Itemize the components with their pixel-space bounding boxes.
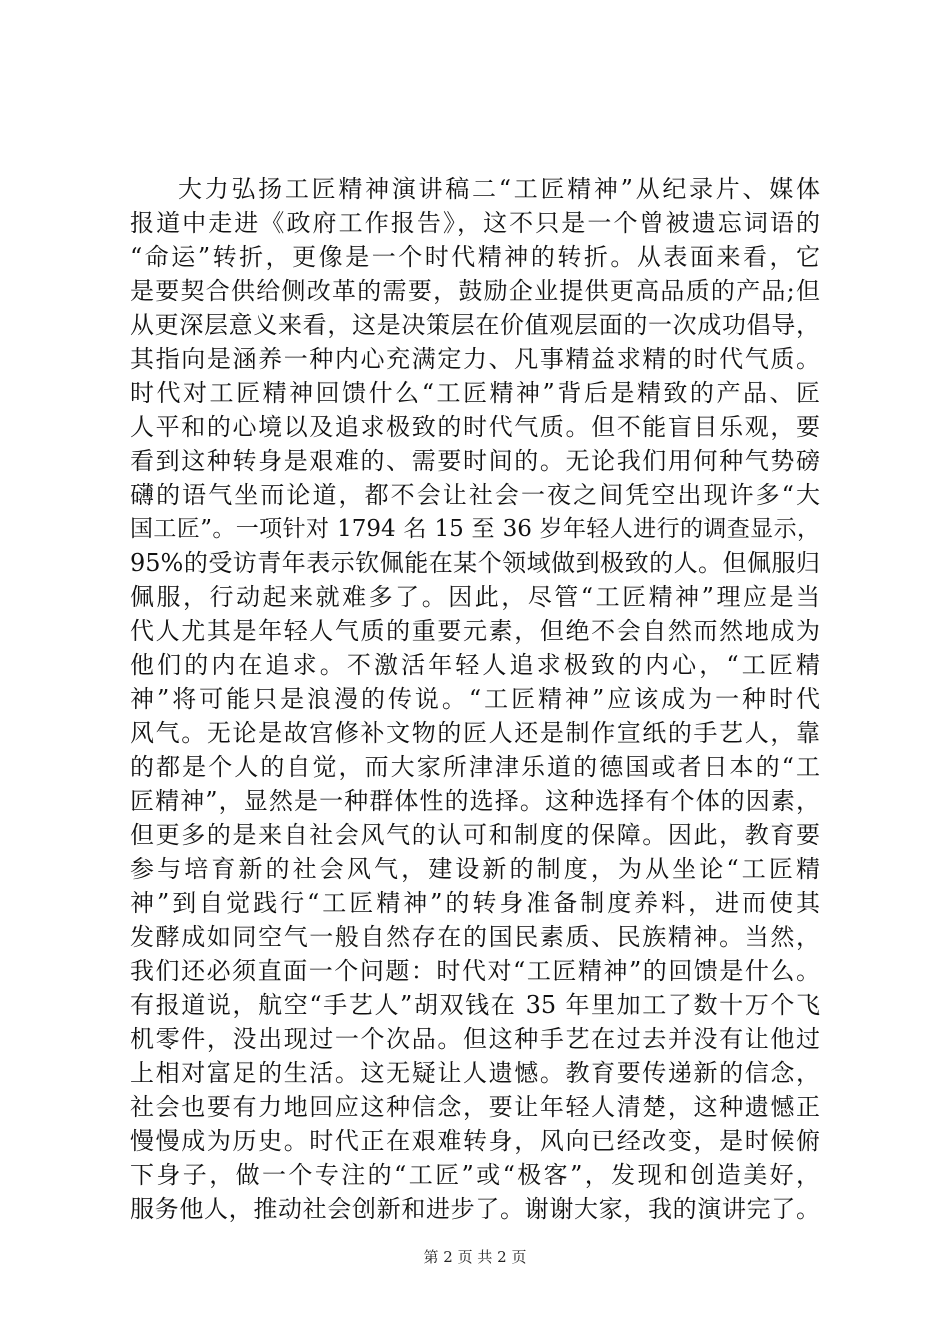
speech-body: [130, 172, 820, 1226]
text-line: 但更多的是来自社会风气的认可和制度的保障。因此，教育要: [130, 821, 820, 849]
text-line: 有报道说，航空“手艺人”胡双钱在 35 年里加工了数十万个飞: [130, 991, 820, 1019]
text-line: 95%的受访青年表示钦佩能在某个领域做到极致的人。但佩服归: [130, 549, 820, 577]
text-line: 参与培育新的社会风气，建设新的制度，为从坐论“工匠精: [130, 855, 820, 883]
text-line: 神”到自觉践行“工匠精神”的转身准备制度养料，进而使其: [130, 889, 820, 917]
text-line: 匠精神”，显然是一种群体性的选择。这种选择有个体的因素，: [130, 787, 820, 815]
text-line: 大力弘扬工匠精神演讲稿二“工匠精神”从纪录片、媒体: [178, 175, 820, 203]
text-line: 慢慢成为历史。时代正在艰难转身，风向已经改变，是时候俯: [130, 1127, 820, 1155]
text-line: 风气。无论是故宫修补文物的匠人还是制作宣纸的手艺人，靠: [130, 719, 820, 747]
text-line: 人平和的心境以及追求极致的时代气质。但不能盲目乐观，要: [130, 413, 820, 441]
text-line: 时代对工匠精神回馈什么“工匠精神”背后是精致的产品、匠: [130, 379, 820, 407]
text-line: 国工匠”。一项针对 1794 名 15 至 36 岁年轻人进行的调查显示，: [130, 516, 820, 542]
text-line: 神”将可能只是浪漫的传说。“工匠精神”应该成为一种时代: [130, 685, 820, 713]
text-line: 服务他人，推动社会创新和进步了。谢谢大家，我的演讲完了。: [130, 1195, 820, 1223]
text-line: 下身子，做一个专注的“工匠”或“极客”，发现和创造美好，: [130, 1161, 820, 1189]
text-line: 上相对富足的生活。这无疑让人遗憾。教育要传递新的信念，: [130, 1059, 820, 1087]
text-line: 机零件，没出现过一个次品。但这种手艺在过去并没有让他过: [130, 1025, 820, 1053]
text-line: 代人尤其是年轻人气质的重要元素，但绝不会自然而然地成为: [130, 617, 820, 645]
text-line: 佩服，行动起来就难多了。因此，尽管“工匠精神”理应是当: [130, 583, 820, 611]
text-line: 的都是个人的自觉，而大家所津津乐道的德国或者日本的“工: [130, 753, 820, 781]
text-line: 从更深层意义来看，这是决策层在价值观层面的一次成功倡导，: [130, 311, 820, 339]
text-line: 其指向是涵养一种内心充满定力、凡事精益求精的时代气质。: [130, 345, 820, 373]
text-line: 我们还必须直面一个问题：时代对“工匠精神”的回馈是什么。: [130, 957, 820, 985]
page-footer: 第 2 页 共 2 页: [423, 1248, 527, 1266]
text-line: 他们的内在追求。不激活年轻人追求极致的内心，“工匠精: [130, 651, 820, 679]
text-line: 报道中走进《政府工作报告》，这不只是一个曾被遗忘词语的: [130, 209, 820, 237]
text-line: 是要契合供给侧改革的需要，鼓励企业提供更高品质的产品;但: [130, 277, 820, 305]
text-line: 礴的语气坐而论道，都不会让社会一夜之间凭空出现许多“大: [130, 481, 820, 509]
text-line: 发酵成如同空气一般自然存在的国民素质、民族精神。当然，: [130, 923, 820, 951]
text-line: 社会也要有力地回应这种信念，要让年轻人清楚，这种遗憾正: [130, 1093, 820, 1121]
text-line: “命运”转折，更像是一个时代精神的转折。从表面来看，它: [130, 243, 820, 271]
text-line: 看到这种转身是艰难的、需要时间的。无论我们用何种气势磅: [130, 447, 820, 475]
